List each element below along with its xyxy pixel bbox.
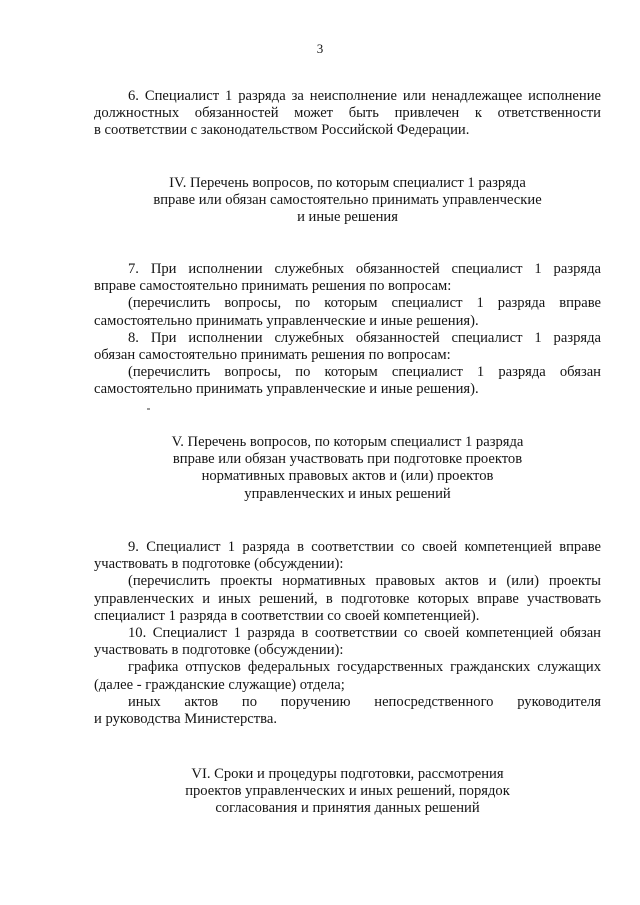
page-number: 3 — [316, 41, 324, 56]
text-line: участвовать в подготовке (обсуждении): — [94, 642, 344, 659]
heading-line: и иные решения — [297, 209, 398, 226]
heading-line: согласования и принятия данных решений — [215, 800, 480, 817]
heading-line: IV. Перечень вопросов, по которым специалист 1 разряда — [169, 175, 526, 191]
paragraph-6 — [94, 88, 601, 140]
text-line: в соответствии с законодательством Российской Федерации. — [94, 122, 470, 139]
heading-line: VI. Сроки и процедуры подготовки, рассмотрения — [191, 766, 504, 782]
text-line: (перечислить вопросы, по которым специалист 1 разряда вправе — [128, 295, 601, 312]
heading-line: проектов управленческих и иных решений, порядок — [185, 783, 510, 800]
text-line: графика отпусков федеральных государственных гражданских служащих — [128, 659, 601, 676]
text-line: участвовать в подготовке (обсуждении): — [94, 556, 344, 573]
text-line: 8. При исполнении служебных обязанностей специалист 1 разряда — [128, 329, 601, 346]
section-4-body — [94, 261, 601, 399]
heading-line: управленческих и иных решений — [244, 485, 451, 502]
section-heading-4 — [94, 175, 601, 227]
text-line: (далее - гражданские служащие) отдела; — [94, 676, 345, 693]
text-line: вправе самостоятельно принимать решения по вопросам: — [94, 278, 452, 295]
section-heading-6 — [94, 766, 601, 818]
text-line: должностных обязанностей может быть привлечен к ответственности — [94, 105, 601, 122]
text-line: 9. Специалист 1 разряда в соответствии со своей компетенцией вправе — [128, 539, 601, 555]
text-line: (перечислить вопросы, по которым специалист 1 разряда обязан — [128, 364, 601, 381]
heading-line: V. Перечень вопросов, по которым специалист 1 разряда — [171, 434, 524, 450]
scan-speck — [147, 408, 150, 410]
section-heading-5 — [94, 434, 601, 503]
text-line: самостоятельно принимать управленческие и иные решения). — [94, 381, 479, 398]
text-line: специалист 1 разряда в соответствии со своей компетенцией). — [94, 607, 480, 624]
heading-line: вправе или обязан участвовать при подготовке проектов — [172, 451, 523, 468]
text-line: управленческих и иных решений, в подготовке которых вправе участвовать — [94, 590, 601, 607]
heading-line: нормативных правовых актов и (или) проектов — [201, 468, 494, 485]
text-line: 10. Специалист 1 разряда в соответствии со своей компетенцией обязан — [128, 625, 601, 642]
text-line: (перечислить проекты нормативных правовых актов и (или) проекты — [128, 573, 601, 590]
text-line: самостоятельно принимать управленческие и иные решения). — [94, 312, 479, 329]
text-line: и руководства Министерства. — [94, 711, 277, 728]
text-line: иных актов по поручению непосредственного руководителя — [128, 693, 601, 710]
heading-line: вправе или обязан самостоятельно принимать управленческие — [153, 192, 542, 209]
section-5-body — [94, 539, 601, 728]
text-line: 6. Специалист 1 разряда за неисполнение или ненадлежащее исполнение — [128, 88, 601, 104]
text-line: 7. При исполнении служебных обязанностей специалист 1 разряда — [128, 261, 601, 277]
text-line: обязан самостоятельно принимать решения по вопросам: — [94, 347, 451, 364]
